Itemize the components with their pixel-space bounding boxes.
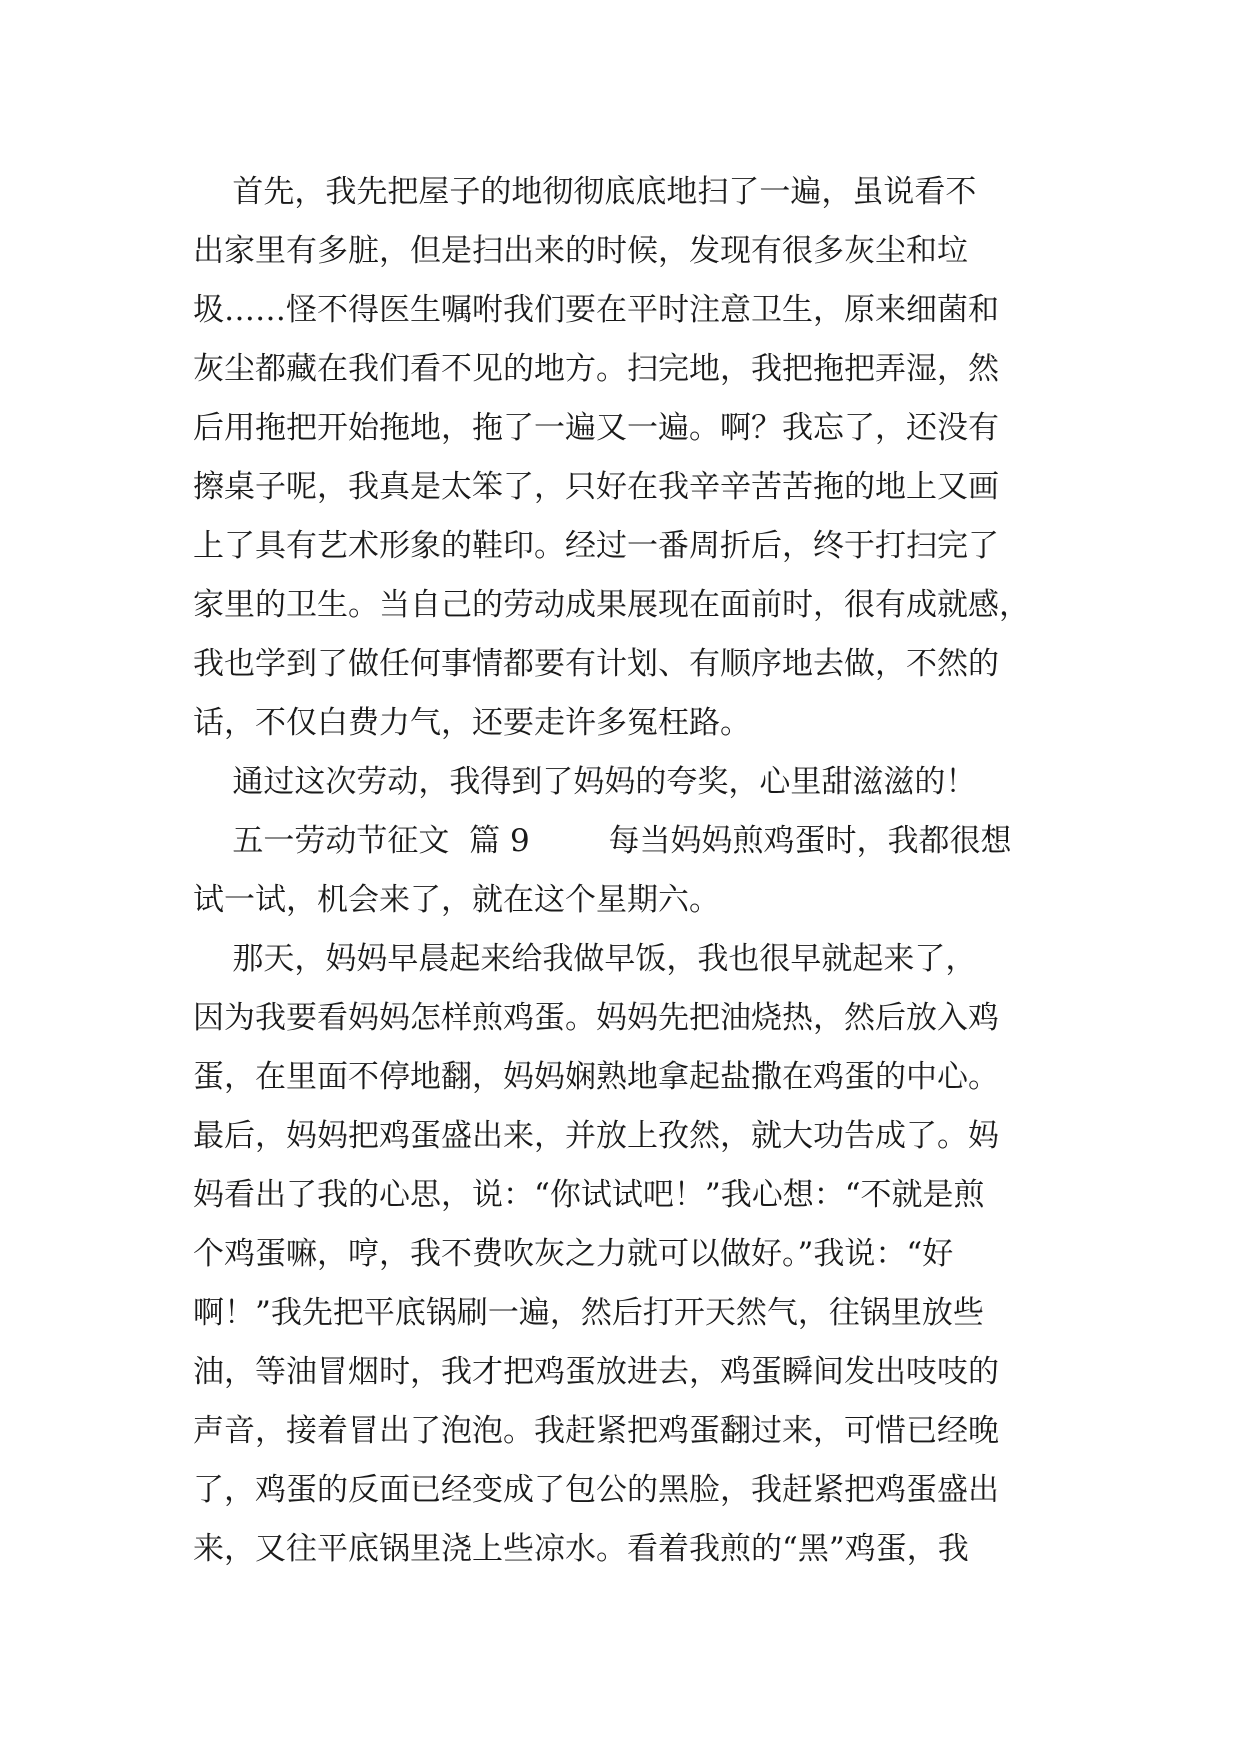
- section-heading-line: 五一劳动节征文 篇 9 每当妈妈煎鸡蛋时，我都很想: [193, 823, 1012, 859]
- text-line: 圾……怪不得医生嘱咐我们要在平时注意卫生，原来细菌和: [193, 292, 999, 328]
- text-line: 灰尘都藏在我们看不见的地方。扫完地，我把拖把弄湿，然: [193, 351, 999, 387]
- text-line: 我也学到了做任何事情都要有计划、有顺序地去做，不然的: [193, 646, 999, 682]
- text-line: 上了具有艺术形象的鞋印。经过一番周折后，终于打扫完了: [193, 528, 999, 564]
- body-text: [193, 163, 1073, 1579]
- text-line: 那天，妈妈早晨起来给我做早饭，我也很早就起来了，: [193, 941, 977, 977]
- text-line: 通过这次劳动，我得到了妈妈的夸奖，心里甜滋滋的！: [193, 764, 977, 800]
- text-line: 首先，我先把屋子的地彻彻底底地扫了一遍，虽说看不: [193, 174, 977, 210]
- text-line: 蛋，在里面不停地翻，妈妈娴熟地拿起盐撒在鸡蛋的中心。: [193, 1059, 999, 1095]
- text-line: 擦桌子呢，我真是太笨了，只好在我辛辛苦苦拖的地上又画: [193, 469, 999, 505]
- text-line: 了，鸡蛋的反面已经变成了包公的黑脸，我赶紧把鸡蛋盛出: [193, 1472, 999, 1508]
- text-line: 家里的卫生。当自己的劳动成果展现在面前时，很有成就感，: [193, 587, 1030, 623]
- text-line: 个鸡蛋嘛，哼，我不费吹灰之力就可以做好。”我说：“好: [193, 1236, 954, 1272]
- text-line: 妈看出了我的心思，说：“你试试吧！”我心想：“不就是煎: [193, 1177, 985, 1213]
- text-line: 最后，妈妈把鸡蛋盛出来，并放上孜然，就大功告成了。妈: [193, 1118, 999, 1154]
- text-line: 后用拖把开始拖地，拖了一遍又一遍。啊？我忘了，还没有: [193, 410, 999, 446]
- text-line: 试一试，机会来了，就在这个星期六。: [193, 882, 720, 918]
- text-line: 因为我要看妈妈怎样煎鸡蛋。妈妈先把油烧热，然后放入鸡: [193, 1000, 999, 1036]
- text-line: 话，不仅白费力气，还要走许多冤枉路。: [193, 705, 751, 741]
- text-line: 出家里有多脏，但是扫出来的时候，发现有很多灰尘和垃: [193, 233, 968, 269]
- text-line: 油，等油冒烟时，我才把鸡蛋放进去，鸡蛋瞬间发出吱吱的: [193, 1354, 999, 1390]
- text-line: 声音，接着冒出了泡泡。我赶紧把鸡蛋翻过来，可惜已经晚: [193, 1413, 999, 1449]
- text-line: 啊！”我先把平底锅刷一遍，然后打开天然气，往锅里放些: [193, 1295, 984, 1331]
- text-line: 来，又往平底锅里浇上些凉水。看着我煎的“黑”鸡蛋，我: [193, 1531, 969, 1567]
